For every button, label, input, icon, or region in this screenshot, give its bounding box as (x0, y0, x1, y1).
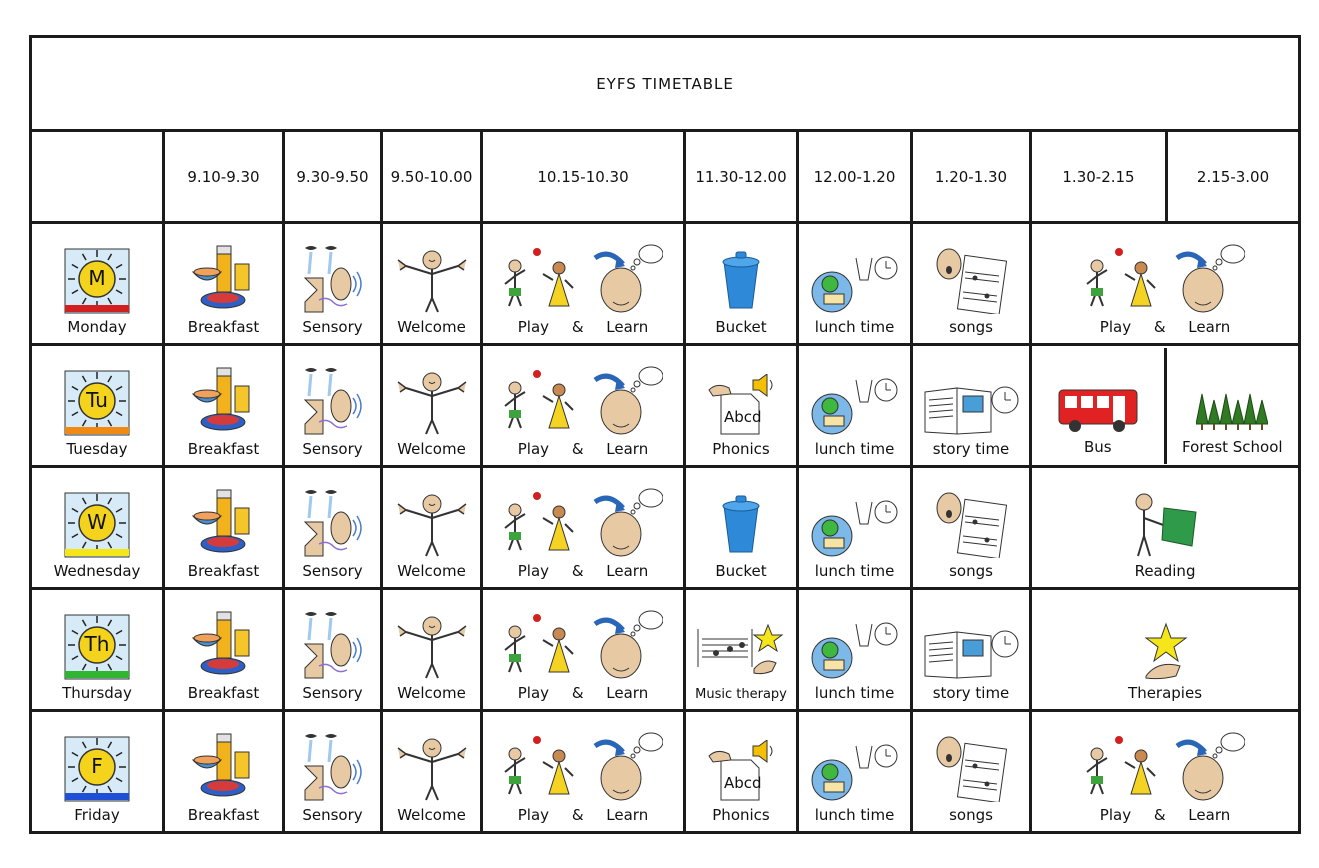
activity-label: Therapies (1128, 683, 1203, 702)
time-header: 1.30-2.15 (1031, 131, 1167, 223)
activity-cell (798, 589, 912, 711)
activity-cell (912, 467, 1031, 589)
activity-label: Play & Learn (1099, 317, 1231, 336)
day-cell (31, 345, 164, 467)
play-learn-icon (503, 488, 663, 558)
time-header: 1.20-1.30 (912, 131, 1031, 223)
activity-label: Play & Learn (517, 561, 649, 580)
bucket-icon (716, 248, 766, 314)
activity-label: Welcome (397, 805, 466, 824)
afternoon-cell (1031, 589, 1300, 711)
activity-label: songs (949, 805, 993, 824)
activity-label: Sensory (302, 683, 363, 702)
activity-label: Bucket (715, 317, 767, 336)
activity-cell (685, 223, 798, 345)
day-sun-icon (64, 370, 130, 436)
time-header: 11.30-12.00 (685, 131, 798, 223)
activity-cell (284, 345, 382, 467)
lunch-time-icon (810, 498, 900, 558)
activity-label: Forest School (1181, 437, 1283, 456)
svg-text:Abcd: Abcd (724, 407, 762, 426)
activity-cell (798, 223, 912, 345)
play-learn-icon (1085, 244, 1245, 314)
svg-text:Abcd: Abcd (724, 773, 762, 792)
breakfast-icon (191, 488, 257, 558)
afternoon-cell (1031, 711, 1300, 833)
day-initial: Th (84, 631, 110, 656)
day-sun-icon (64, 248, 130, 314)
time-header: 12.00-1.20 (798, 131, 912, 223)
day-row-thursday (31, 589, 1300, 711)
activity-label: songs (949, 317, 993, 336)
day-initial: W (87, 509, 107, 534)
activity-cell (284, 223, 382, 345)
time-header: 2.15-3.00 (1167, 131, 1300, 223)
forest-icon (1196, 390, 1268, 434)
breakfast-icon (191, 244, 257, 314)
activity-label: lunch time (814, 439, 895, 458)
day-name: Monday (67, 317, 127, 336)
lunch-time-icon (810, 254, 900, 314)
day-initial: F (91, 753, 103, 778)
activity-cell (912, 589, 1031, 711)
songs-icon (935, 736, 1007, 802)
activity-cell (382, 223, 482, 345)
welcome-icon (396, 492, 468, 558)
corner-cell (31, 131, 164, 223)
activity-label: lunch time (814, 805, 895, 824)
day-initial: Tu (86, 387, 108, 412)
activity-label: lunch time (814, 317, 895, 336)
activity-cell (798, 345, 912, 467)
activity-label: Breakfast (187, 805, 260, 824)
activity-label: lunch time (814, 683, 895, 702)
activity-cell (798, 467, 912, 589)
reading-icon (1130, 492, 1200, 558)
therapies-icon (1140, 622, 1190, 680)
day-name: Wednesday (53, 561, 141, 580)
day-row-monday (31, 223, 1300, 345)
activity-label: story time (932, 683, 1010, 702)
activity-label: Breakfast (187, 317, 260, 336)
activity-cell (164, 223, 284, 345)
activity-label: Bucket (715, 561, 767, 580)
phonics-icon (707, 740, 775, 802)
songs-icon (935, 492, 1007, 558)
play-learn-icon (1085, 732, 1245, 802)
afternoon-part (1164, 348, 1299, 464)
day-name: Thursday (62, 683, 132, 702)
activity-cell (482, 223, 685, 345)
activity-cell (912, 223, 1031, 345)
activity-cell (164, 711, 284, 833)
activity-label: Music therapy (695, 686, 787, 702)
activity-label: lunch time (814, 561, 895, 580)
activity-cell (382, 589, 482, 711)
activity-cell (482, 467, 685, 589)
music-therapy-icon (696, 623, 786, 683)
day-cell (31, 589, 164, 711)
activity-label: Sensory (302, 317, 363, 336)
play-learn-icon (503, 732, 663, 802)
afternoon-cell (1031, 223, 1300, 345)
day-sun-icon (64, 614, 130, 680)
activity-cell (912, 711, 1031, 833)
sensory-icon (301, 366, 365, 436)
activity-label: Play & Learn (517, 317, 649, 336)
activity-label: Play & Learn (517, 805, 649, 824)
sensory-icon (301, 610, 365, 680)
activity-cell (284, 467, 382, 589)
activity-cell (482, 711, 685, 833)
activity-label: Welcome (397, 439, 466, 458)
lunch-time-icon (810, 376, 900, 436)
day-sun-icon (64, 492, 130, 558)
timetable (29, 35, 1301, 834)
activity-label: Play & Learn (1099, 805, 1231, 824)
activity-cell (284, 711, 382, 833)
sensory-icon (301, 244, 365, 314)
activity-label: Reading (1134, 561, 1196, 580)
day-initial: M (88, 265, 106, 290)
activity-cell (685, 589, 798, 711)
activity-cell (482, 345, 685, 467)
welcome-icon (396, 736, 468, 802)
activity-cell (382, 467, 482, 589)
activity-label: Welcome (397, 561, 466, 580)
activity-cell (164, 345, 284, 467)
story-time-icon (921, 384, 1021, 436)
activity-label: songs (949, 561, 993, 580)
activity-cell (685, 345, 798, 467)
activity-label: Sensory (302, 805, 363, 824)
afternoon-cell (1031, 345, 1300, 467)
sensory-icon (301, 488, 365, 558)
activity-cell (482, 589, 685, 711)
day-row-tuesday (31, 345, 1300, 467)
day-name: Tuesday (66, 439, 128, 458)
activity-label: Welcome (397, 683, 466, 702)
phonics-icon (707, 374, 775, 436)
activity-cell (382, 345, 482, 467)
play-learn-icon (503, 610, 663, 680)
songs-icon (935, 248, 1007, 314)
time-header: 9.50-10.00 (382, 131, 482, 223)
activity-label: Play & Learn (517, 683, 649, 702)
time-header: 9.10-9.30 (164, 131, 284, 223)
activity-cell (912, 345, 1031, 467)
bucket-icon (716, 492, 766, 558)
activity-label: story time (932, 439, 1010, 458)
day-sun-icon (64, 736, 130, 802)
welcome-icon (396, 370, 468, 436)
activity-label: Sensory (302, 561, 363, 580)
activity-label: Breakfast (187, 561, 260, 580)
activity-cell (164, 467, 284, 589)
bus-icon (1057, 386, 1139, 434)
sensory-icon (301, 732, 365, 802)
day-cell (31, 223, 164, 345)
afternoon-cell (1031, 467, 1300, 589)
activity-cell (685, 467, 798, 589)
welcome-icon (396, 614, 468, 680)
activity-label: Play & Learn (517, 439, 649, 458)
lunch-time-icon (810, 742, 900, 802)
play-learn-icon (503, 366, 663, 436)
time-header: 10.15-10.30 (482, 131, 685, 223)
activity-label: Phonics (712, 439, 770, 458)
breakfast-icon (191, 366, 257, 436)
activity-label: Phonics (712, 805, 770, 824)
day-row-wednesday (31, 467, 1300, 589)
breakfast-icon (191, 732, 257, 802)
lunch-time-icon (810, 620, 900, 680)
breakfast-icon (191, 610, 257, 680)
activity-label: Breakfast (187, 683, 260, 702)
activity-label: Welcome (397, 317, 466, 336)
activity-label: Breakfast (187, 439, 260, 458)
time-header: 9.30-9.50 (284, 131, 382, 223)
activity-cell (685, 711, 798, 833)
day-name: Friday (74, 805, 120, 824)
day-row-friday (31, 711, 1300, 833)
day-cell (31, 711, 164, 833)
story-time-icon (921, 628, 1021, 680)
activity-label: Bus (1083, 437, 1112, 456)
play-learn-icon (503, 244, 663, 314)
activity-cell (284, 589, 382, 711)
timetable-title: EYFS TIMETABLE (31, 37, 1300, 131)
welcome-icon (396, 248, 468, 314)
activity-cell (382, 711, 482, 833)
activity-cell (798, 711, 912, 833)
activity-cell (164, 589, 284, 711)
day-cell (31, 467, 164, 589)
activity-label: Sensory (302, 439, 363, 458)
afternoon-part (1032, 348, 1164, 464)
